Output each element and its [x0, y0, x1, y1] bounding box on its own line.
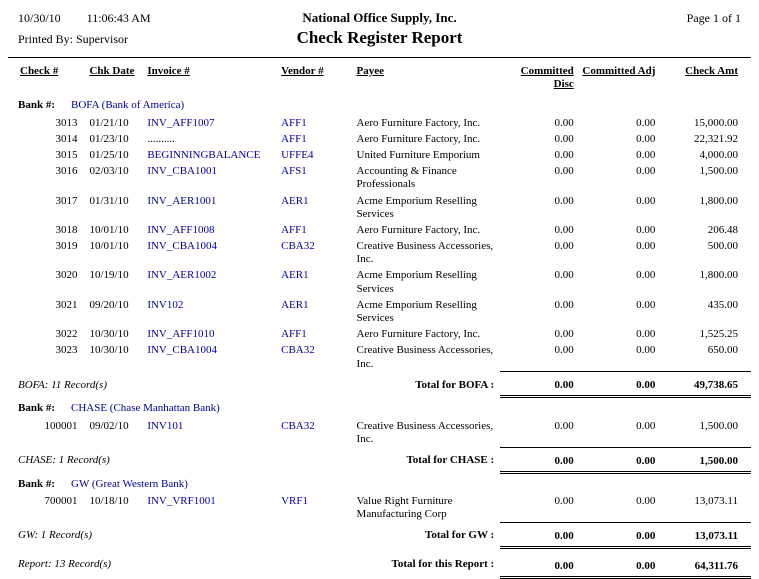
committed-adj-value: 0.00	[636, 494, 656, 507]
report-title: Check Register Report	[296, 28, 463, 47]
bank-group-cell	[8, 95, 751, 114]
check-amt-value: 650.00	[707, 344, 738, 357]
group-record-count: BOFA: 11 Record(s)	[18, 378, 107, 391]
col-invoice-number: Invoice #	[147, 65, 190, 77]
check-row	[8, 147, 751, 163]
payee-name: Creative Business Accessories, Inc.	[356, 344, 494, 370]
check-number: 3018	[55, 223, 78, 236]
committed-adj-value: 0.00	[636, 344, 656, 357]
report-total-committed-disc: 0.00	[500, 547, 582, 577]
check-row	[8, 418, 751, 447]
check-row	[8, 493, 751, 522]
committed-disc-value: 0.00	[554, 148, 574, 161]
check-number: 3017	[55, 194, 78, 207]
committed-disc-value: 0.00	[554, 328, 574, 341]
committed-disc-value: 0.00	[554, 223, 574, 236]
payee-name: Aero Furniture Factory, Inc.	[356, 223, 481, 236]
bank-number-label: Bank #:	[18, 99, 55, 112]
bank-group-cell	[8, 472, 751, 493]
payee-name: Aero Furniture Factory, Inc.	[356, 132, 481, 145]
group-total-committed-adj: 0.00	[582, 447, 666, 472]
check-number: 3016	[55, 165, 78, 178]
check-row	[8, 238, 751, 267]
report-record-count: Report: 13 Record(s)	[18, 558, 112, 571]
committed-disc-value: 0.00	[554, 269, 574, 282]
committed-disc-value: 0.00	[554, 116, 574, 129]
check-row	[8, 131, 751, 147]
payee-name: Acme Emporium Reselling Services	[356, 194, 477, 220]
check-amt-value: 500.00	[707, 240, 738, 253]
invoice-number-link[interactable]: INV_AFF1008	[147, 223, 215, 236]
group-total-label: Total for BOFA :	[415, 378, 495, 391]
col-vendor-number: Vendor #	[281, 65, 324, 77]
page-number: Page 1 of 1	[686, 11, 741, 25]
invoice-number-link[interactable]: INV_AFF1007	[147, 116, 215, 129]
group-total-check-amt: 49,738.65	[665, 372, 751, 397]
check-number: 3013	[55, 116, 78, 129]
bank-number-label: Bank #:	[18, 402, 55, 415]
check-amt-value: 1,525.25	[699, 328, 738, 341]
vendor-number-link[interactable]: CBA32	[281, 344, 315, 357]
committed-adj-value: 0.00	[636, 223, 656, 236]
table-header	[8, 60, 751, 95]
group-total-check-amt: 1,500.00	[665, 447, 751, 472]
committed-disc-value: 0.00	[554, 194, 574, 207]
print-time: 11:06:43 AM	[86, 11, 151, 25]
check-row	[8, 222, 751, 238]
bank-group-cell	[8, 397, 751, 418]
committed-adj-value: 0.00	[636, 269, 656, 282]
check-row	[8, 163, 751, 192]
committed-adj-value: 0.00	[636, 328, 656, 341]
group-total-row	[8, 447, 751, 472]
report-total-committed-adj: 0.00	[582, 547, 666, 577]
committed-adj-value: 0.00	[636, 194, 656, 207]
vendor-number-link[interactable]: AER1	[281, 269, 309, 282]
invoice-placeholder: ..........	[147, 132, 175, 145]
report-header-line2	[8, 26, 751, 48]
bank-group-row	[8, 397, 751, 418]
col-check-number: Check #	[20, 65, 59, 77]
check-amt-value: 1,500.00	[699, 165, 738, 178]
vendor-number-link[interactable]: CBA32	[281, 419, 315, 432]
report-total-row	[8, 547, 751, 577]
vendor-number-link[interactable]: AER1	[281, 194, 309, 207]
check-amt-value: 15,000.00	[694, 116, 738, 129]
check-date: 09/02/10	[89, 419, 129, 432]
payee-name: Creative Business Accessories, Inc.	[356, 419, 494, 445]
check-date: 10/30/10	[89, 344, 129, 357]
invoice-number-link[interactable]: INV_VRF1001	[147, 494, 216, 507]
table-body	[8, 95, 751, 577]
invoice-number-link[interactable]: INV_CBA1004	[147, 344, 217, 357]
group-total-committed-disc: 0.00	[500, 522, 582, 547]
vendor-number-link[interactable]: CBA32	[281, 240, 315, 253]
vendor-number-link[interactable]: AFF1	[281, 132, 307, 145]
group-total-committed-disc: 0.00	[500, 372, 582, 397]
vendor-number-link[interactable]: AFF1	[281, 116, 307, 129]
committed-disc-value: 0.00	[554, 132, 574, 145]
committed-adj-value: 0.00	[636, 132, 656, 145]
check-date: 01/23/10	[89, 132, 129, 145]
check-amt-value: 4,000.00	[699, 148, 738, 161]
print-date: 10/30/10	[18, 11, 61, 25]
bank-number-label: Bank #:	[18, 477, 55, 490]
vendor-number-link[interactable]: AFF1	[281, 223, 307, 236]
group-total-committed-adj: 0.00	[582, 372, 666, 397]
check-number: 3014	[55, 132, 78, 145]
check-row	[8, 267, 751, 296]
check-row	[8, 297, 751, 326]
check-amt-value: 435.00	[707, 298, 738, 311]
payee-name: Value Right Furniture Manufacturing Corp	[356, 494, 453, 521]
payee-name: Aero Furniture Factory, Inc.	[356, 116, 481, 129]
check-amt-value: 1,800.00	[699, 269, 738, 282]
check-date: 01/21/10	[89, 116, 129, 129]
check-date: 10/01/10	[89, 223, 129, 236]
vendor-number-link[interactable]: VRF1	[281, 494, 309, 507]
bank-name-link[interactable]: BOFA (Bank of America)	[71, 99, 185, 112]
report-total-label: Total for this Report :	[391, 558, 495, 571]
printed-by: Printed By: Supervisor	[18, 32, 128, 46]
committed-adj-value: 0.00	[636, 240, 656, 253]
check-number: 3022	[55, 328, 78, 341]
check-number: 100001	[44, 419, 78, 432]
col-chk-date: Chk Date	[89, 65, 135, 77]
check-row	[8, 115, 751, 131]
bank-name-link[interactable]: CHASE (Chase Manhattan Bank)	[71, 402, 220, 415]
report-header-line1	[8, 10, 751, 26]
group-total-label: Total for CHASE :	[406, 454, 495, 466]
check-register-table	[8, 60, 751, 579]
print-datetime	[18, 11, 302, 26]
check-number: 700001	[44, 494, 78, 507]
col-check-amt: Check Amt	[685, 65, 738, 77]
invoice-number-link[interactable]: INV_CBA1001	[147, 165, 217, 178]
col-payee: Payee	[356, 65, 385, 77]
check-date: 01/31/10	[89, 194, 129, 207]
column-header-row	[8, 60, 751, 95]
vendor-number-link[interactable]: AER1	[281, 298, 309, 311]
committed-adj-value: 0.00	[636, 165, 656, 178]
committed-disc-value: 0.00	[554, 494, 574, 507]
committed-adj-value: 0.00	[636, 148, 656, 161]
invoice-number-link[interactable]: INV102	[147, 298, 184, 311]
check-date: 10/30/10	[89, 328, 129, 341]
check-number: 3015	[55, 148, 78, 161]
check-amt-value: 206.48	[707, 223, 738, 236]
group-total-committed-adj: 0.00	[582, 522, 666, 547]
committed-adj-value: 0.00	[636, 116, 656, 129]
group-record-count: CHASE: 1 Record(s)	[18, 454, 110, 466]
committed-disc-value: 0.00	[554, 298, 574, 311]
vendor-number-link[interactable]: AFF1	[281, 328, 307, 341]
check-date: 10/18/10	[89, 494, 129, 507]
invoice-number-link[interactable]: INV101	[147, 419, 184, 432]
check-date: 01/25/10	[89, 148, 129, 161]
check-date: 02/03/10	[89, 165, 129, 178]
check-number: 3020	[55, 269, 78, 282]
invoice-number-link[interactable]: INV_AFF1010	[147, 328, 215, 341]
check-row	[8, 342, 751, 371]
payee-name: United Furniture Emporium	[356, 148, 480, 161]
check-amt-value: 22,321.92	[694, 132, 738, 145]
group-total-committed-disc: 0.00	[500, 447, 582, 472]
payee-name: Accounting & Finance Professionals	[356, 165, 457, 191]
check-row	[8, 326, 751, 342]
group-total-row	[8, 372, 751, 397]
check-amt-value: 13,073.11	[694, 494, 738, 507]
vendor-number-link[interactable]: AFS1	[281, 165, 307, 178]
report-total-check-amt: 64,311.76	[665, 547, 751, 577]
committed-adj-value: 0.00	[636, 298, 656, 311]
check-date: 09/20/10	[89, 298, 129, 311]
vendor-number-link[interactable]: UFFE4	[281, 148, 314, 161]
header-divider	[8, 57, 751, 58]
committed-adj-value: 0.00	[636, 419, 656, 432]
committed-disc-value: 0.00	[554, 165, 574, 178]
invoice-number-link[interactable]: BEGINNINGBALANCE	[147, 148, 261, 161]
check-amt-value: 1,500.00	[699, 419, 738, 432]
payee-name: Acme Emporium Reselling Services	[356, 269, 477, 295]
col-committed-disc: Committed Disc	[520, 65, 574, 91]
group-total-label: Total for GW :	[425, 529, 495, 542]
check-number: 3023	[55, 344, 78, 357]
payee-name: Aero Furniture Factory, Inc.	[356, 328, 481, 341]
payee-name: Creative Business Accessories, Inc.	[356, 240, 494, 266]
check-row	[8, 193, 751, 222]
invoice-number-link[interactable]: INV_AER1002	[147, 269, 217, 282]
bank-name-link[interactable]: GW (Great Western Bank)	[71, 477, 188, 490]
group-total-check-amt: 13,073.11	[665, 522, 751, 547]
company-name: National Office Supply, Inc.	[302, 10, 457, 25]
payee-name: Acme Emporium Reselling Services	[356, 298, 477, 324]
committed-disc-value: 0.00	[554, 240, 574, 253]
check-number: 3019	[55, 240, 78, 253]
check-amt-value: 1,800.00	[699, 194, 738, 207]
committed-disc-value: 0.00	[554, 344, 574, 357]
group-record-count: GW: 1 Record(s)	[18, 529, 93, 542]
committed-disc-value: 0.00	[554, 419, 574, 432]
check-number: 3021	[55, 298, 78, 311]
group-total-row	[8, 522, 751, 547]
check-date: 10/19/10	[89, 269, 129, 282]
invoice-number-link[interactable]: INV_AER1001	[147, 194, 217, 207]
invoice-number-link[interactable]: INV_CBA1004	[147, 240, 217, 253]
col-committed-adj: Committed Adj	[582, 65, 656, 77]
bank-group-row	[8, 472, 751, 493]
bank-group-row	[8, 95, 751, 114]
check-date: 10/01/10	[89, 240, 129, 253]
